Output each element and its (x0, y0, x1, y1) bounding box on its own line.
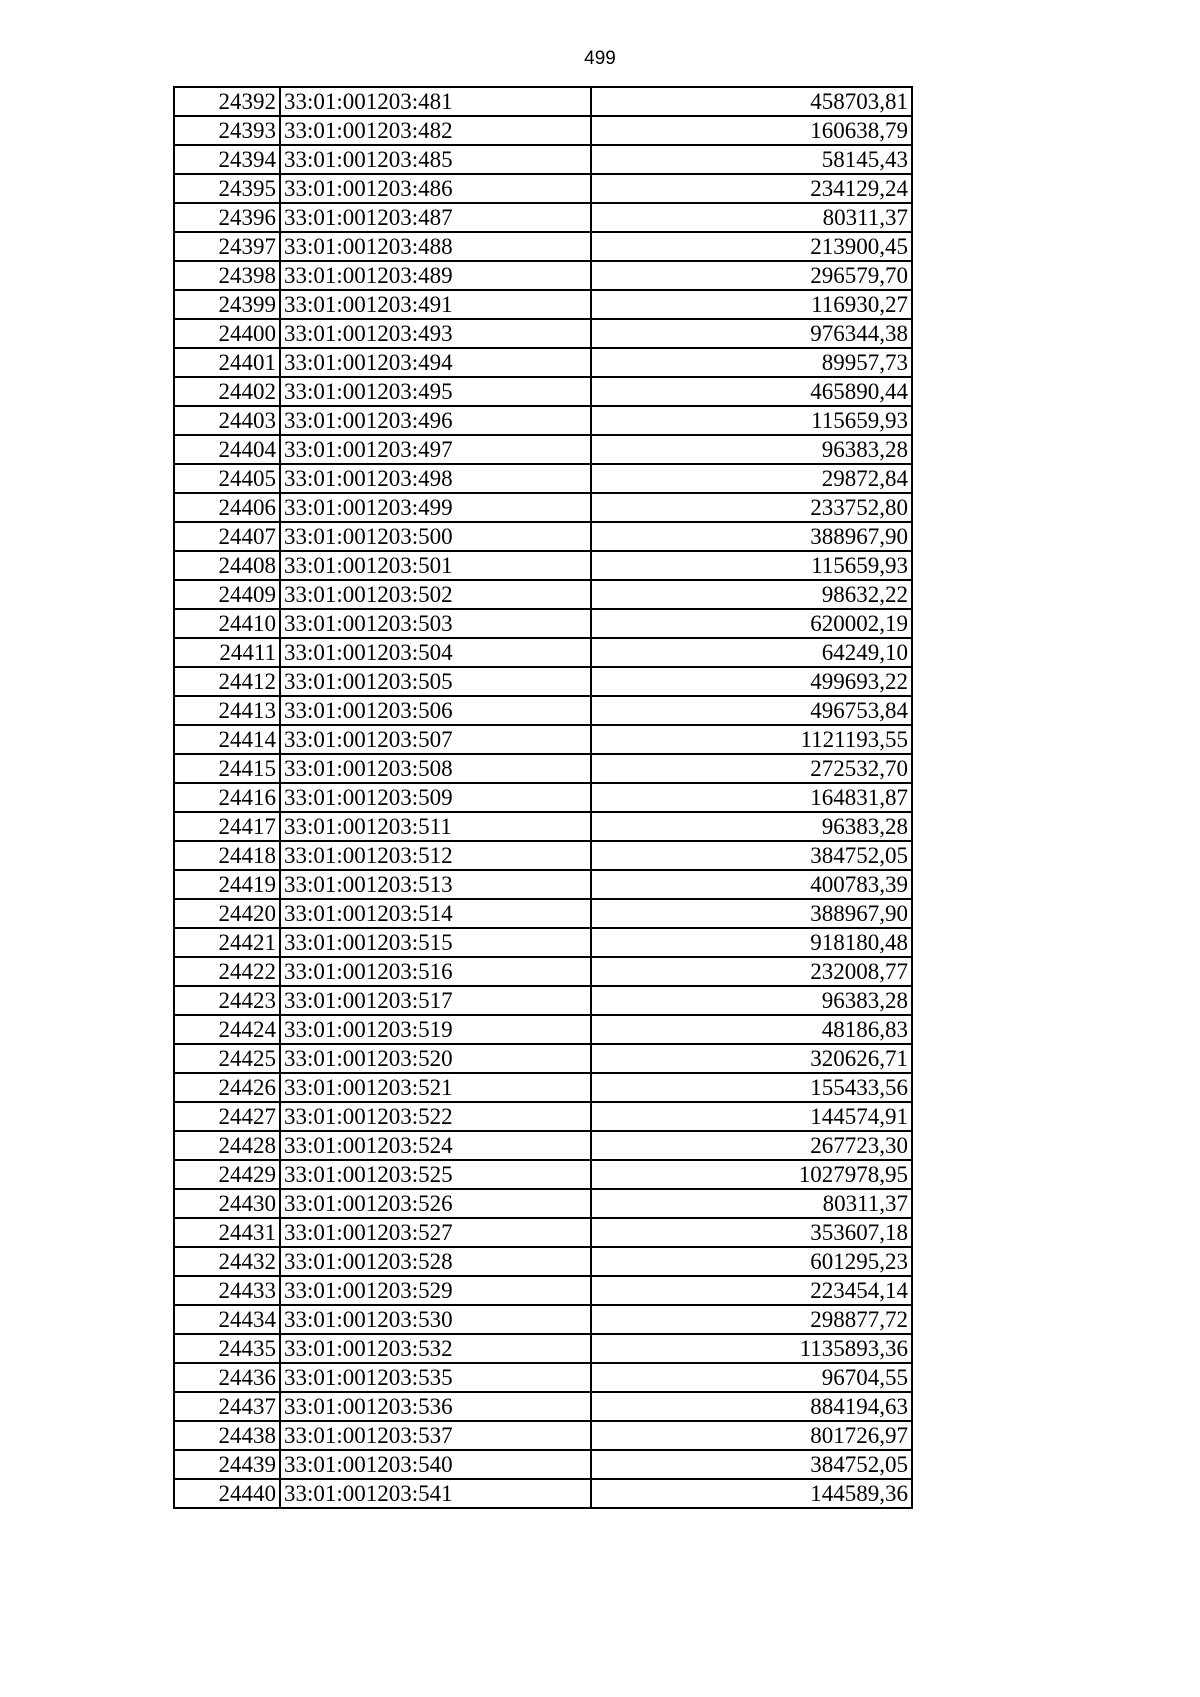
cadastral-number-cell: 33:01:001203:501 (280, 551, 591, 580)
row-number-cell: 24428 (174, 1131, 280, 1160)
cadastral-number-cell: 33:01:001203:499 (280, 493, 591, 522)
table-row (174, 319, 912, 348)
row-number-cell: 24420 (174, 899, 280, 928)
cadastral-number-cell: 33:01:001203:530 (280, 1305, 591, 1334)
row-number-cell: 24423 (174, 986, 280, 1015)
cadastral-number-cell: 33:01:001203:506 (280, 696, 591, 725)
cadastral-number-cell: 33:01:001203:527 (280, 1218, 591, 1247)
cadastral-value-cell: 496753,84 (591, 696, 912, 725)
cadastral-number-cell: 33:01:001203:529 (280, 1276, 591, 1305)
cadastral-number-cell: 33:01:001203:493 (280, 319, 591, 348)
table-row (174, 841, 912, 870)
cadastral-number-cell: 33:01:001203:500 (280, 522, 591, 551)
cadastral-number-cell: 33:01:001203:508 (280, 754, 591, 783)
cadastral-value-cell: 272532,70 (591, 754, 912, 783)
row-number-cell: 24422 (174, 957, 280, 986)
table-row (174, 1276, 912, 1305)
cadastral-number-cell: 33:01:001203:526 (280, 1189, 591, 1218)
table-row (174, 1421, 912, 1450)
table-row (174, 1392, 912, 1421)
row-number-cell: 24415 (174, 754, 280, 783)
table-row (174, 986, 912, 1015)
cadastral-value-cell: 234129,24 (591, 174, 912, 203)
cadastral-value-cell: 400783,39 (591, 870, 912, 899)
cadastral-value-cell: 144574,91 (591, 1102, 912, 1131)
table-row (174, 725, 912, 754)
row-number-cell: 24414 (174, 725, 280, 754)
cadastral-number-cell: 33:01:001203:522 (280, 1102, 591, 1131)
table-row (174, 406, 912, 435)
cadastral-value-cell: 353607,18 (591, 1218, 912, 1247)
cadastral-number-cell: 33:01:001203:503 (280, 609, 591, 638)
table-row (174, 203, 912, 232)
cadastral-number-cell: 33:01:001203:509 (280, 783, 591, 812)
cadastral-number-cell: 33:01:001203:496 (280, 406, 591, 435)
cadastral-value-cell: 384752,05 (591, 1450, 912, 1479)
cadastral-value-cell: 884194,63 (591, 1392, 912, 1421)
row-number-cell: 24398 (174, 261, 280, 290)
table-row (174, 1247, 912, 1276)
cadastral-number-cell: 33:01:001203:481 (280, 87, 591, 116)
row-number-cell: 24396 (174, 203, 280, 232)
row-number-cell: 24402 (174, 377, 280, 406)
cadastral-value-cell: 96383,28 (591, 435, 912, 464)
row-number-cell: 24425 (174, 1044, 280, 1073)
row-number-cell: 24435 (174, 1334, 280, 1363)
cadastral-number-cell: 33:01:001203:516 (280, 957, 591, 986)
row-number-cell: 24408 (174, 551, 280, 580)
row-number-cell: 24417 (174, 812, 280, 841)
row-number-cell: 24410 (174, 609, 280, 638)
cadastral-value-cell: 267723,30 (591, 1131, 912, 1160)
table-row (174, 580, 912, 609)
cadastral-value-cell: 164831,87 (591, 783, 912, 812)
table-row (174, 754, 912, 783)
row-number-cell: 24412 (174, 667, 280, 696)
cadastral-number-cell: 33:01:001203:497 (280, 435, 591, 464)
table-row (174, 435, 912, 464)
table-row (174, 1450, 912, 1479)
cadastral-value-cell: 213900,45 (591, 232, 912, 261)
row-number-cell: 24440 (174, 1479, 280, 1508)
row-number-cell: 24406 (174, 493, 280, 522)
cadastral-value-cell: 116930,27 (591, 290, 912, 319)
table-row (174, 899, 912, 928)
cadastral-value-cell: 384752,05 (591, 841, 912, 870)
table-row (174, 290, 912, 319)
cadastral-number-cell: 33:01:001203:537 (280, 1421, 591, 1450)
table-row (174, 1479, 912, 1508)
cadastral-number-cell: 33:01:001203:524 (280, 1131, 591, 1160)
cadastral-value-cell: 1027978,95 (591, 1160, 912, 1189)
cadastral-number-cell: 33:01:001203:488 (280, 232, 591, 261)
cadastral-value-cell: 29872,84 (591, 464, 912, 493)
cadastral-number-cell: 33:01:001203:494 (280, 348, 591, 377)
table-body (174, 87, 912, 1508)
row-number-cell: 24393 (174, 116, 280, 145)
cadastral-number-cell: 33:01:001203:541 (280, 1479, 591, 1508)
table-row (174, 667, 912, 696)
cadastral-value-cell: 918180,48 (591, 928, 912, 957)
cadastral-number-cell: 33:01:001203:515 (280, 928, 591, 957)
cadastral-value-cell: 976344,38 (591, 319, 912, 348)
row-number-cell: 24392 (174, 87, 280, 116)
row-number-cell: 24394 (174, 145, 280, 174)
cadastral-number-cell: 33:01:001203:520 (280, 1044, 591, 1073)
row-number-cell: 24405 (174, 464, 280, 493)
cadastral-number-cell: 33:01:001203:482 (280, 116, 591, 145)
cadastral-number-cell: 33:01:001203:513 (280, 870, 591, 899)
table-row (174, 551, 912, 580)
cadastral-value-cell: 499693,22 (591, 667, 912, 696)
cadastral-number-cell: 33:01:001203:511 (280, 812, 591, 841)
row-number-cell: 24407 (174, 522, 280, 551)
row-number-cell: 24400 (174, 319, 280, 348)
cadastral-number-cell: 33:01:001203:514 (280, 899, 591, 928)
cadastral-value-cell: 801726,97 (591, 1421, 912, 1450)
row-number-cell: 24403 (174, 406, 280, 435)
cadastral-number-cell: 33:01:001203:498 (280, 464, 591, 493)
cadastral-number-cell: 33:01:001203:532 (280, 1334, 591, 1363)
row-number-cell: 24399 (174, 290, 280, 319)
table-row (174, 1189, 912, 1218)
page-number: 499 (584, 48, 616, 69)
table-row (174, 1160, 912, 1189)
row-number-cell: 24429 (174, 1160, 280, 1189)
cadastral-number-cell: 33:01:001203:486 (280, 174, 591, 203)
cadastral-value-cell: 388967,90 (591, 899, 912, 928)
cadastral-value-cell: 98632,22 (591, 580, 912, 609)
row-number-cell: 24413 (174, 696, 280, 725)
table-row (174, 1305, 912, 1334)
cadastral-number-cell: 33:01:001203:502 (280, 580, 591, 609)
cadastral-value-cell: 223454,14 (591, 1276, 912, 1305)
row-number-cell: 24395 (174, 174, 280, 203)
cadastral-number-cell: 33:01:001203:535 (280, 1363, 591, 1392)
cadastral-number-cell: 33:01:001203:536 (280, 1392, 591, 1421)
table-row (174, 464, 912, 493)
table-row (174, 261, 912, 290)
cadastral-value-cell: 601295,23 (591, 1247, 912, 1276)
table-row (174, 1044, 912, 1073)
table-row (174, 522, 912, 551)
row-number-cell: 24433 (174, 1276, 280, 1305)
table-row (174, 377, 912, 406)
table-row (174, 783, 912, 812)
row-number-cell: 24434 (174, 1305, 280, 1334)
cadastral-value-cell: 48186,83 (591, 1015, 912, 1044)
cadastral-value-cell: 320626,71 (591, 1044, 912, 1073)
cadastral-number-cell: 33:01:001203:491 (280, 290, 591, 319)
table-row (174, 1015, 912, 1044)
cadastral-value-cell: 96383,28 (591, 986, 912, 1015)
table-row (174, 1073, 912, 1102)
table-row (174, 493, 912, 522)
cadastral-number-cell: 33:01:001203:521 (280, 1073, 591, 1102)
table-row (174, 174, 912, 203)
row-number-cell: 24430 (174, 1189, 280, 1218)
cadastral-number-cell: 33:01:001203:495 (280, 377, 591, 406)
cadastral-number-cell: 33:01:001203:487 (280, 203, 591, 232)
row-number-cell: 24397 (174, 232, 280, 261)
cadastral-value-cell: 64249,10 (591, 638, 912, 667)
table-row (174, 232, 912, 261)
cadastral-value-table (173, 86, 913, 1509)
table-row (174, 348, 912, 377)
cadastral-value-cell: 458703,81 (591, 87, 912, 116)
cadastral-value-cell: 296579,70 (591, 261, 912, 290)
cadastral-value-cell: 388967,90 (591, 522, 912, 551)
cadastral-number-cell: 33:01:001203:517 (280, 986, 591, 1015)
cadastral-value-cell: 80311,37 (591, 203, 912, 232)
row-number-cell: 24409 (174, 580, 280, 609)
row-number-cell: 24438 (174, 1421, 280, 1450)
cadastral-value-cell: 115659,93 (591, 406, 912, 435)
table-row (174, 1334, 912, 1363)
table-row (174, 609, 912, 638)
cadastral-value-cell: 96704,55 (591, 1363, 912, 1392)
row-number-cell: 24418 (174, 841, 280, 870)
cadastral-value-cell: 115659,93 (591, 551, 912, 580)
table-row (174, 957, 912, 986)
row-number-cell: 24432 (174, 1247, 280, 1276)
cadastral-value-cell: 465890,44 (591, 377, 912, 406)
cadastral-value-cell: 160638,79 (591, 116, 912, 145)
cadastral-value-cell: 620002,19 (591, 609, 912, 638)
table-row (174, 1218, 912, 1247)
row-number-cell: 24437 (174, 1392, 280, 1421)
table-row (174, 1102, 912, 1131)
cadastral-value-cell: 144589,36 (591, 1479, 912, 1508)
cadastral-number-cell: 33:01:001203:489 (280, 261, 591, 290)
cadastral-value-cell: 232008,77 (591, 957, 912, 986)
row-number-cell: 24436 (174, 1363, 280, 1392)
row-number-cell: 24431 (174, 1218, 280, 1247)
cadastral-value-cell: 89957,73 (591, 348, 912, 377)
row-number-cell: 24421 (174, 928, 280, 957)
table-row (174, 87, 912, 116)
table-row (174, 1363, 912, 1392)
cadastral-number-cell: 33:01:001203:505 (280, 667, 591, 696)
cadastral-number-cell: 33:01:001203:540 (280, 1450, 591, 1479)
row-number-cell: 24424 (174, 1015, 280, 1044)
table-row (174, 928, 912, 957)
cadastral-value-cell: 80311,37 (591, 1189, 912, 1218)
cadastral-value-cell: 96383,28 (591, 812, 912, 841)
table-row (174, 812, 912, 841)
row-number-cell: 24416 (174, 783, 280, 812)
cadastral-number-cell: 33:01:001203:519 (280, 1015, 591, 1044)
cadastral-number-cell: 33:01:001203:525 (280, 1160, 591, 1189)
cadastral-value-cell: 155433,56 (591, 1073, 912, 1102)
table-row (174, 638, 912, 667)
row-number-cell: 24426 (174, 1073, 280, 1102)
table-row (174, 1131, 912, 1160)
cadastral-number-cell: 33:01:001203:485 (280, 145, 591, 174)
table-row (174, 116, 912, 145)
cadastral-value-cell: 1121193,55 (591, 725, 912, 754)
row-number-cell: 24411 (174, 638, 280, 667)
row-number-cell: 24401 (174, 348, 280, 377)
cadastral-value-cell: 58145,43 (591, 145, 912, 174)
cadastral-number-cell: 33:01:001203:504 (280, 638, 591, 667)
row-number-cell: 24419 (174, 870, 280, 899)
table-row (174, 696, 912, 725)
cadastral-number-cell: 33:01:001203:507 (280, 725, 591, 754)
table-row (174, 870, 912, 899)
cadastral-value-cell: 298877,72 (591, 1305, 912, 1334)
cadastral-value-cell: 1135893,36 (591, 1334, 912, 1363)
cadastral-number-cell: 33:01:001203:528 (280, 1247, 591, 1276)
cadastral-value-cell: 233752,80 (591, 493, 912, 522)
row-number-cell: 24427 (174, 1102, 280, 1131)
row-number-cell: 24404 (174, 435, 280, 464)
table-row (174, 145, 912, 174)
row-number-cell: 24439 (174, 1450, 280, 1479)
cadastral-number-cell: 33:01:001203:512 (280, 841, 591, 870)
